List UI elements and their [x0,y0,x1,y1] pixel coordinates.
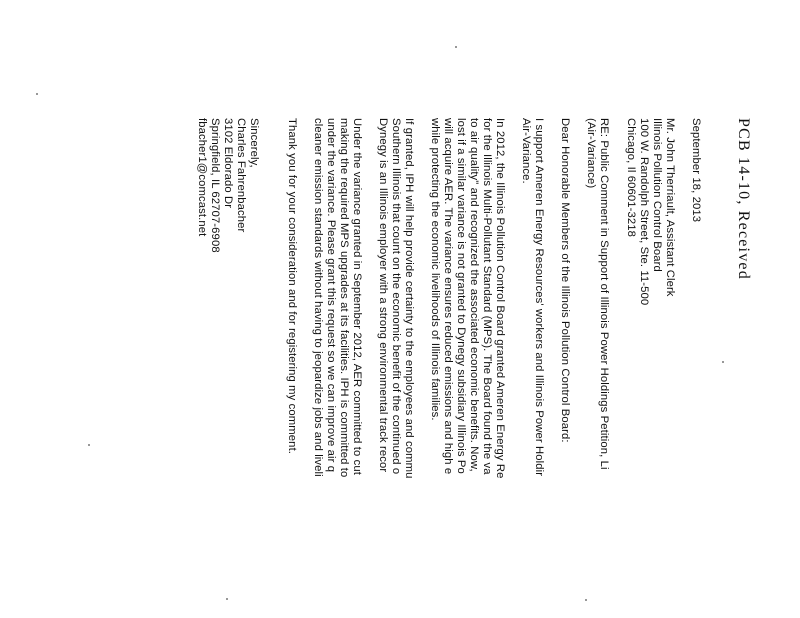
signature-line: fbacher1@comcast.net [196,118,208,237]
paragraph-line: will acquire AER. The variance ensures reduced emissions and high e [442,118,454,475]
recipient-line: 100 W. Randolph Street, Ste. 11-500 [638,118,650,306]
paragraph-line: under the variance. Please grant this request so we can improve air q [325,118,337,473]
salutation: Dear Honorable Members of the Illinois Pollution Control Board: [559,118,571,443]
paragraph-line: In 2012, the Illinois Pollution Control Board granted Ameren Energy Re [494,118,506,479]
paragraph-line: making the required MPS upgrades at its facilities. IPH is committed to [338,118,350,478]
signature-line: 3102 Eldorado Dr [222,118,234,209]
recipient-line: Chicago, Il 60601-3218 [625,118,637,238]
paragraph-line: cleaner emission standards without having to jeopardize jobs and liveli [312,118,324,477]
scan-speck [88,444,90,446]
paragraph-line: Under the variance granted in September 2012, AER committed to cut [351,118,363,475]
scan-speck [455,46,457,48]
scan-speck [36,93,38,95]
recipient-line: Illinois Pollution Control Board [651,118,663,272]
paragraph-line: Southern Illinois that count on the economic benefit of the continued o [390,118,402,475]
recipient-line: Mr. John Therriault, Assistant Clerk [664,118,676,297]
scan-speck [722,361,724,363]
paragraph-line: If granted, IPH will help provide certainty to the employees and commu [403,118,415,479]
paragraph-line: I support Ameren Energy Resources' workers and Illinois Power Holdir [533,118,545,477]
thank-you-line: Thank you for your consideration and for registering my comment. [286,118,298,455]
letter-date: September 18, 2013 [690,118,702,223]
paragraph-line: lost if a similar variance is not granted to Dynegy subsidiary Illinois Po [455,118,467,474]
paragraph-line: while protecting the economic livelihoods of Illinois families. [429,118,441,421]
paragraph-line: Air-Variance. [520,118,532,184]
scan-speck [585,599,587,601]
subject-text: RE: Public Comment in Support of Illinois Power Holdings Petition, Li [598,118,610,470]
pcb-received-header: PCB 14-10, Received [735,118,752,280]
signature-line: Springfield, IL 62707-6908 [209,118,221,253]
paragraph-line: Dynegy is an Illinois employer with a strong environmental track recor [377,118,389,473]
subject-text: (Air-Variance) [585,118,597,189]
paragraph-line: to air quality" and recognized the associated economic benefits. Now, [468,118,480,472]
scan-speck [226,598,228,600]
signature-line: Charles Fahrenbacher [235,118,247,233]
paragraph-line: for the Illinois Multi-Pollutant Standard (MPS). The Board found the va [481,118,493,475]
closing: Sincerely, [248,118,260,168]
